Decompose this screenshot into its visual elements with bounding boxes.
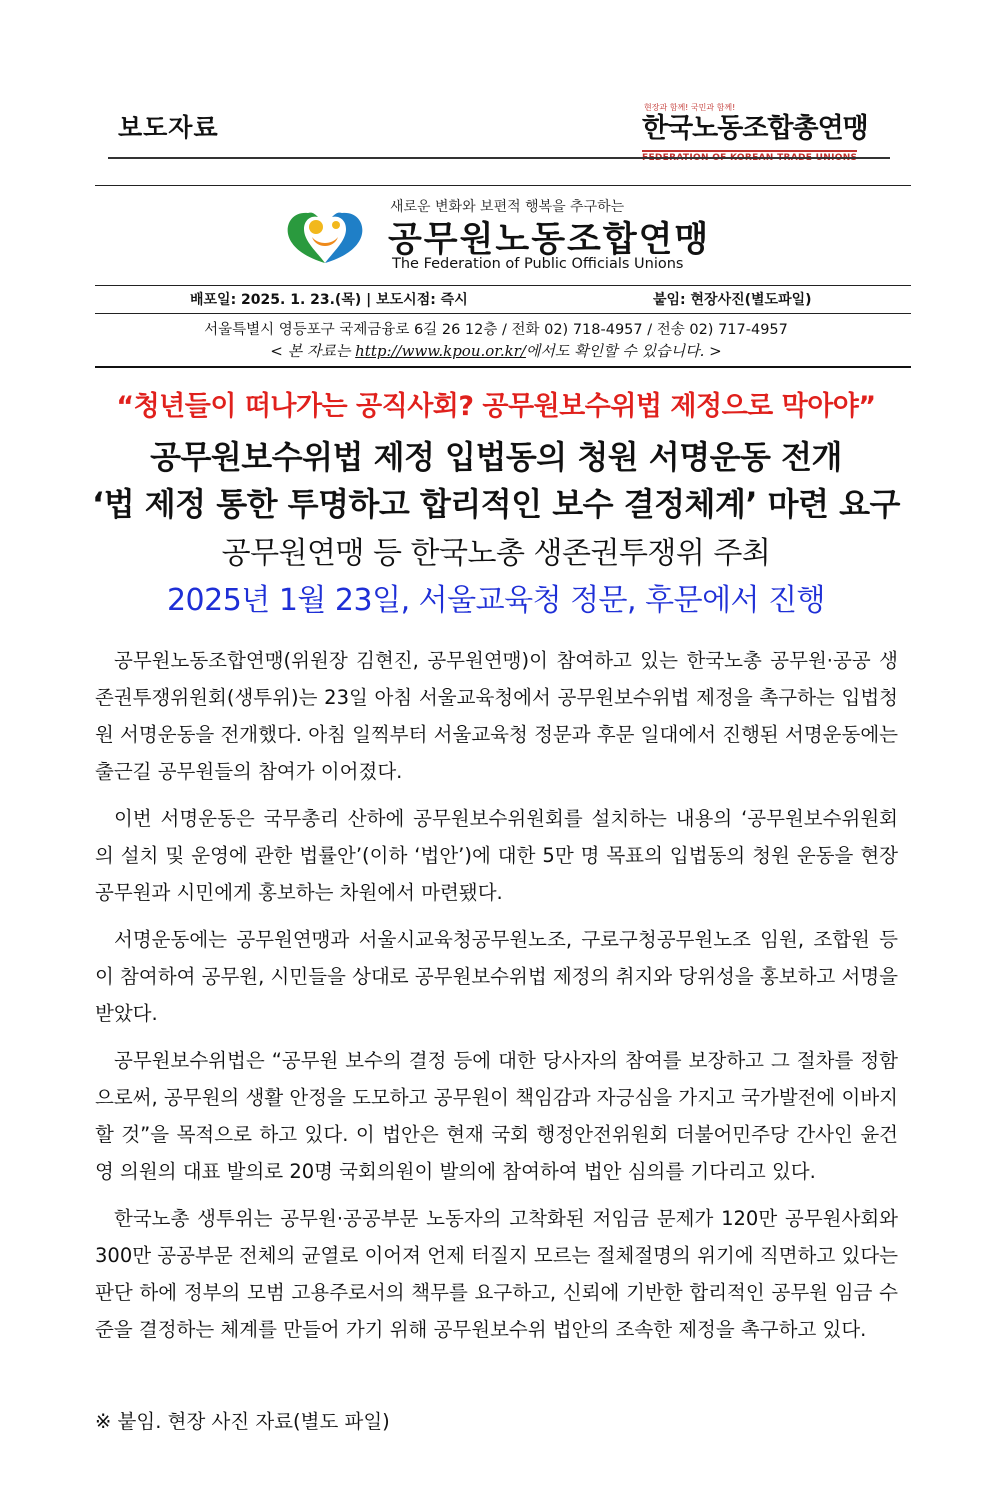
fktu-name: 한국노동조합총연맹 [642,113,868,144]
org-box-divider [95,285,911,286]
header-divider [108,157,890,159]
org-box-top-border [95,185,911,186]
org-box-divider-2 [95,313,911,314]
attachment-note: 붙임: 현장사진(별도파일) [653,292,812,308]
headline-main-2: ‘법 제정 통한 투명하고 합리적인 보수 결정체계’ 마련 요구 [92,485,900,523]
headline-subtitle: 공무원연맹 등 한국노총 생존권투쟁위 주최 [221,536,771,571]
website-suffix: 에서도 확인할 수 있습니다. > [525,342,722,360]
contact-address: 서울특별시 영등포구 국제금융로 6길 26 12층 / 전화 02) 718-4957 / 전송 02) 717-4957 [204,322,788,338]
body-paragraph: 공무원보수위법은 “공무원 보수의 결정 등에 대한 당사자의 참여를 보장하고 그 절차를 정함으로써, 공무원의 생활 안정을 도모하고 공무원이 책임감과 자긍심을 가지고 국가발전에 이바지할 것”을 목적으로 하고 있다. 이 법안은 현재 국회 행정안전위원회 더불어민주당 간사인 윤건영 의원의 대표 발의로 20명 국회의원이 발의에 참여하여 법안 심의를 기다리고 있다. [95,1049,898,1183]
org-box-bottom-border [95,366,911,368]
org-slogan: 새로운 변화와 보편적 행복을 추구하는 [390,199,625,215]
body-paragraph: 서명운동에는 공무원연맹과 서울시교육청공무원노조, 구로구청공무원노조 임원, 조합원 등이 참여하여 공무원, 시민들을 상대로 공무원보수위법 제정의 취지와 당위성을 홍보하고 서명을 받았다. [95,928,898,1025]
fktu-logo [642,103,892,164]
headline-quote: “청년들이 떠나가는 공직사회? 공무원보수위법 제정으로 막아야” [116,391,876,422]
body-paragraph: 이번 서명운동은 국무총리 산하에 공무원보수위원회를 설치하는 내용의 ‘공무원보수위원회의 설치 및 운영에 관한 법률안’(이하 ‘법안’)에 대한 5만 명 목표의 입법동의 청원 운동을 현장 공무원과 시민에게 홍보하는 차원에서 마련됐다. [95,807,898,904]
body-paragraph: 공무원노동조합연맹(위원장 김현진, 공무원연맹)이 참여하고 있는 한국노총 공무원·공공 생존권투쟁위원회(생투위)는 23일 아침 서울교육청에서 공무원보수위법 제정을 촉구하는 입법청원 서명운동을 전개했다. 아침 일찍부터 서울교육청 정문과 후문 일대에서 진행된 서명운동에는 출근길 공무원들의 참여가 이어졌다. [95,649,898,783]
release-date-line: 배포일: 2025. 1. 23.(목) | 보도시점: 즉시 [190,292,468,308]
fktu-slogan: 현장과 함께! 국민과 함께! [644,103,736,112]
website-notice [0,340,992,361]
fpou-logo-icon [278,205,372,265]
headline-date-location: 2025년 1월 23일, 서울교육청 정문, 후문에서 진행 [166,583,826,618]
article-body [95,642,898,1358]
headline-main-1: 공무원보수위법 제정 입법동의 청원 서명운동 전개 [150,438,842,476]
org-name: 공무원노동조합연맹 [388,220,711,260]
attachment-footnote: ※ 붙임. 현장 사진 자료(별도 파일) [95,1410,390,1433]
website-prefix: < 본 자료는 [270,342,356,360]
org-english-name: The Federation of Public Officials Unions [392,256,684,272]
website-link[interactable]: http://www.kpou.or.kr/ [355,342,526,360]
body-paragraph: 한국노총 생투위는 공무원·공공부문 노동자의 고착화된 저임금 문제가 120만 공무원사회와 300만 공공부문 전체의 균열로 이어져 언제 터질지 모르는 절체절명의 위기에 직면하고 있다는 판단 하에 정부의 모범 고용주로서의 책무를 요구하고, 신뢰에 기반한 합리적인 공무원 임금 수준을 결정하는 체계를 만들어 가기 위해 공무원보수위 법안의 조속한 제정을 촉구하고 있다. [95,1207,898,1341]
press-release-label: 보도자료 [118,113,219,142]
